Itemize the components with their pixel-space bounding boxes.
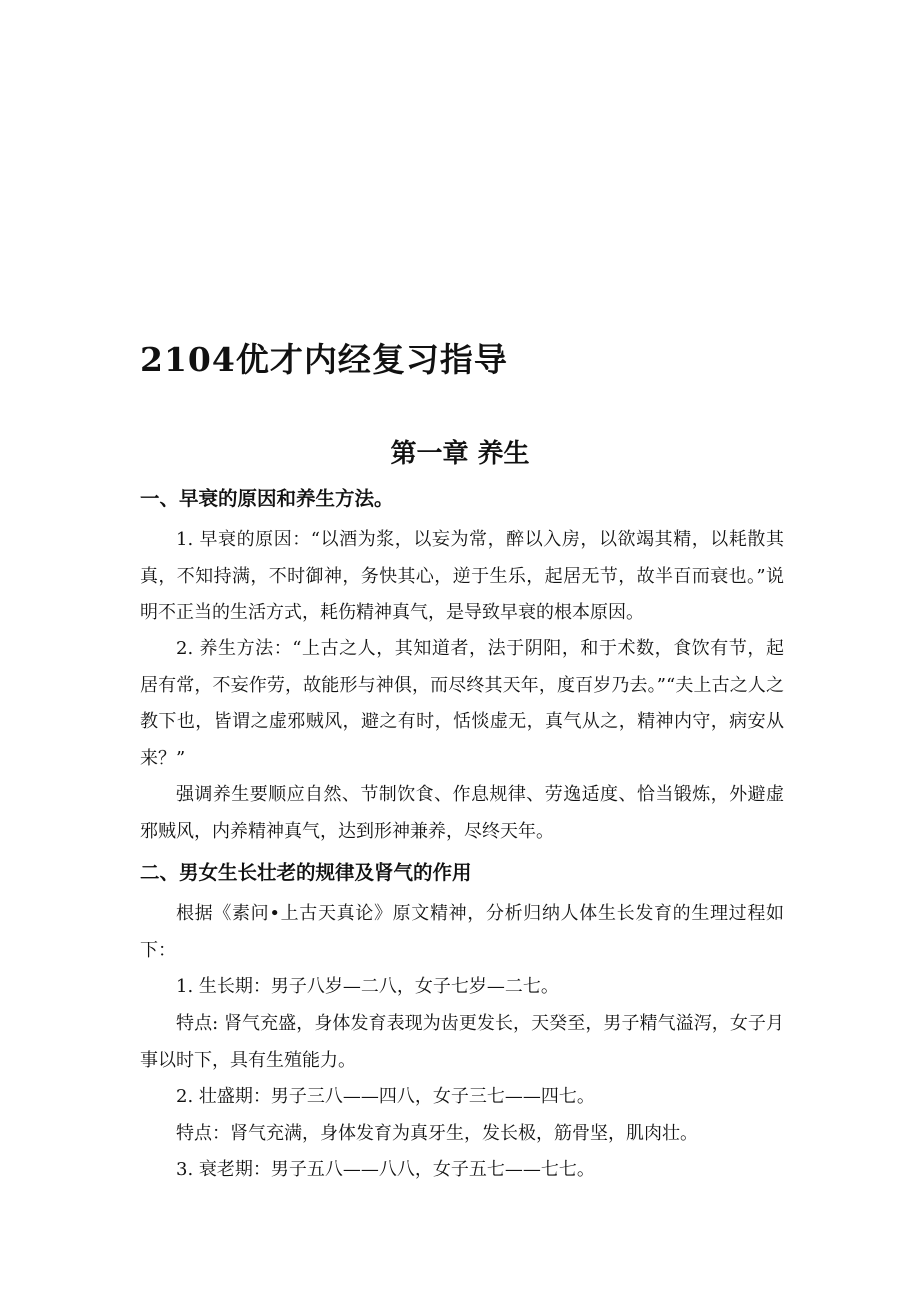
document-title: 2104优才内经复习指导 bbox=[140, 340, 508, 379]
paragraph-health-summary: 强调养生要顺应自然、节制饮食、作息规律、劳逸适度、恰当锻炼，外避虚邪贼风，内养精神真气，达到形神兼养，尽终天年。 bbox=[140, 784, 784, 842]
paragraph-prime-features: 特点：肾气充满，身体发育为真牙生，发长极，筋骨坚，肌肉壮。 bbox=[176, 1123, 698, 1144]
paragraph-aging-period: 3. 衰老期：男子五八——八八，女子五七——七七。 bbox=[176, 1159, 595, 1180]
section-heading-2: 二、男女生长壮老的规律及肾气的作用 bbox=[140, 861, 472, 884]
paragraph-prime-period: 2. 壮盛期：男子三八——四八，女子三七——四七。 bbox=[176, 1086, 595, 1107]
paragraph-growth-features: 特点: 肾气充盛，身体发育表现为齿更发长，天癸至，男子精气溢泻，女子月事以时下，具有生殖能力。 bbox=[140, 1013, 784, 1071]
paragraph-early-aging-causes: 1. 早衰的原因：“以酒为浆，以妄为常，醉以入房，以欲竭其精，以耗散其真，不知持满，不时御神，务快其心，逆于生乐，起居无节，故半百而衰也。”说明不正当的生活方式，耗伤精神真气，是导致早衰的根本原因。 bbox=[140, 529, 784, 623]
paragraph-growth-period: 1. 生长期：男子八岁—二八，女子七岁—二七。 bbox=[176, 976, 559, 997]
section-heading-1: 一、早衰的原因和养生方法。 bbox=[140, 487, 394, 510]
paragraph-intro: 根据《素问•上古天真论》原文精神，分析归纳人体生长发育的生理过程如下： bbox=[140, 903, 784, 961]
chapter-title: 第一章 养生 bbox=[390, 439, 530, 469]
paragraph-health-methods: 2. 养生方法：“上古之人，其知道者，法于阴阳，和于术数，食饮有节，起居有常，不妄作劳，故能形与神俱，而尽终其天年，度百岁乃去。”“夫上古之人之教下也，皆谓之虚邪贼风，避之有时，恬惔虚无，真气从之，精神内守，病安从来？” bbox=[140, 638, 784, 769]
